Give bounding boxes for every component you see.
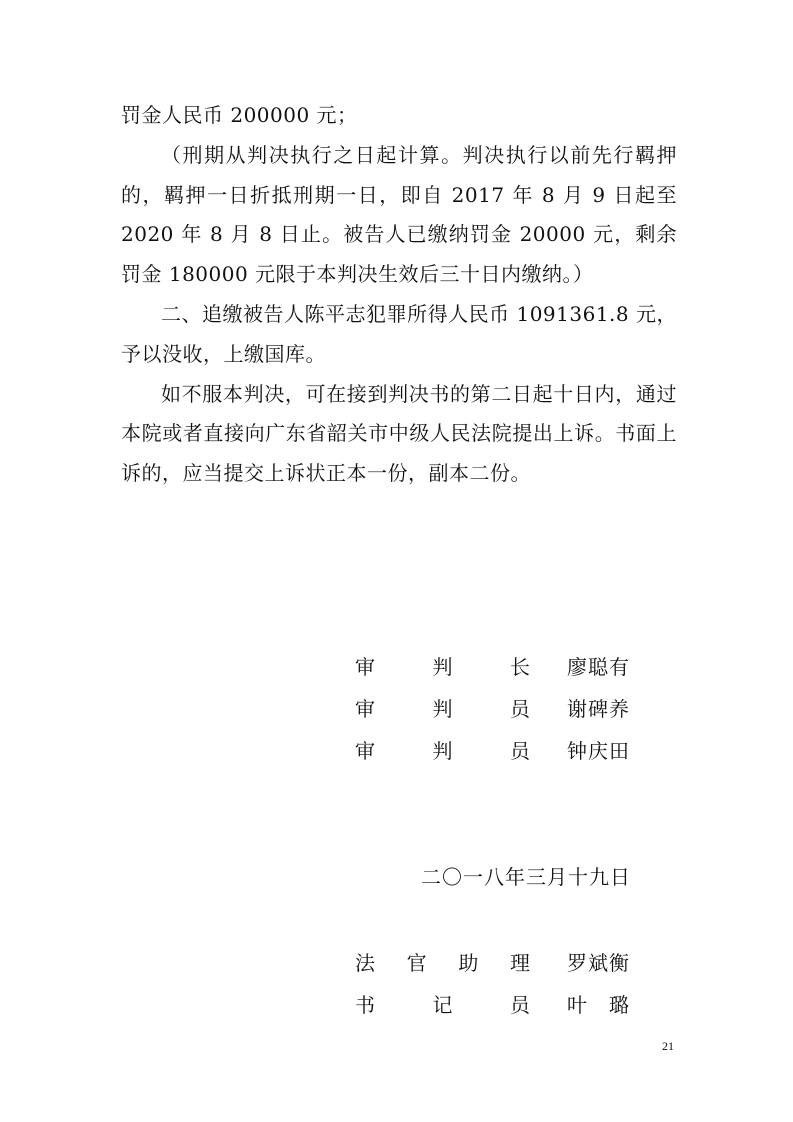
signature-name: 廖聪有 [567,655,630,679]
signature-role: 审 判 员 [355,739,530,763]
signature-role: 审 判 长 [355,655,530,679]
signature-judge-assistant [355,948,645,978]
signature-role: 法 官 助 理 [355,951,530,975]
paragraph-appeal-notice: 如不服本判决，可在接到判决书的第二日起十日内，通过本院或者直接向广东省韶关市中级人民法院提出上诉。书面上诉的，应当提交上诉状正本一份，副本二份。 [121,381,677,486]
signature-role: 审 判 员 [355,697,530,721]
signature-name: 叶 璐 [567,993,630,1017]
signature-name: 罗斌衡 [567,951,630,975]
paragraph-fine: 罚金人民币 200000 元； [121,103,358,127]
signature-judge-2 [355,736,645,766]
signature-judge-1 [355,694,645,724]
signature-name: 谢碑养 [567,697,630,721]
signature-court-clerk [355,990,645,1020]
paragraph-confiscation: 二、追缴被告人陈平志犯罪所得人民币 1091361.8 元，予以没收，上缴国库。 [121,301,677,366]
paragraph-sentence-term: （刑期从判决执行之日起计算。判决执行以前先行羁押的，羁押一日折抵刑期一日，即自 2017 年 8 月 9 日起至 2020 年 8 月 8 日止。被告人已缴纳罚金 20000 元，剩余罚金 180000 元限于本判决生效后三十日内缴纳。） [121,142,677,287]
signature-role: 书 记 员 [355,993,530,1017]
judgment-date: 二〇一八年三月十九日 [421,865,631,889]
judgment-body [121,96,677,494]
signature-name: 钟庆田 [567,739,630,763]
signature-presiding-judge [355,652,645,682]
page-number: 21 [662,1039,674,1053]
